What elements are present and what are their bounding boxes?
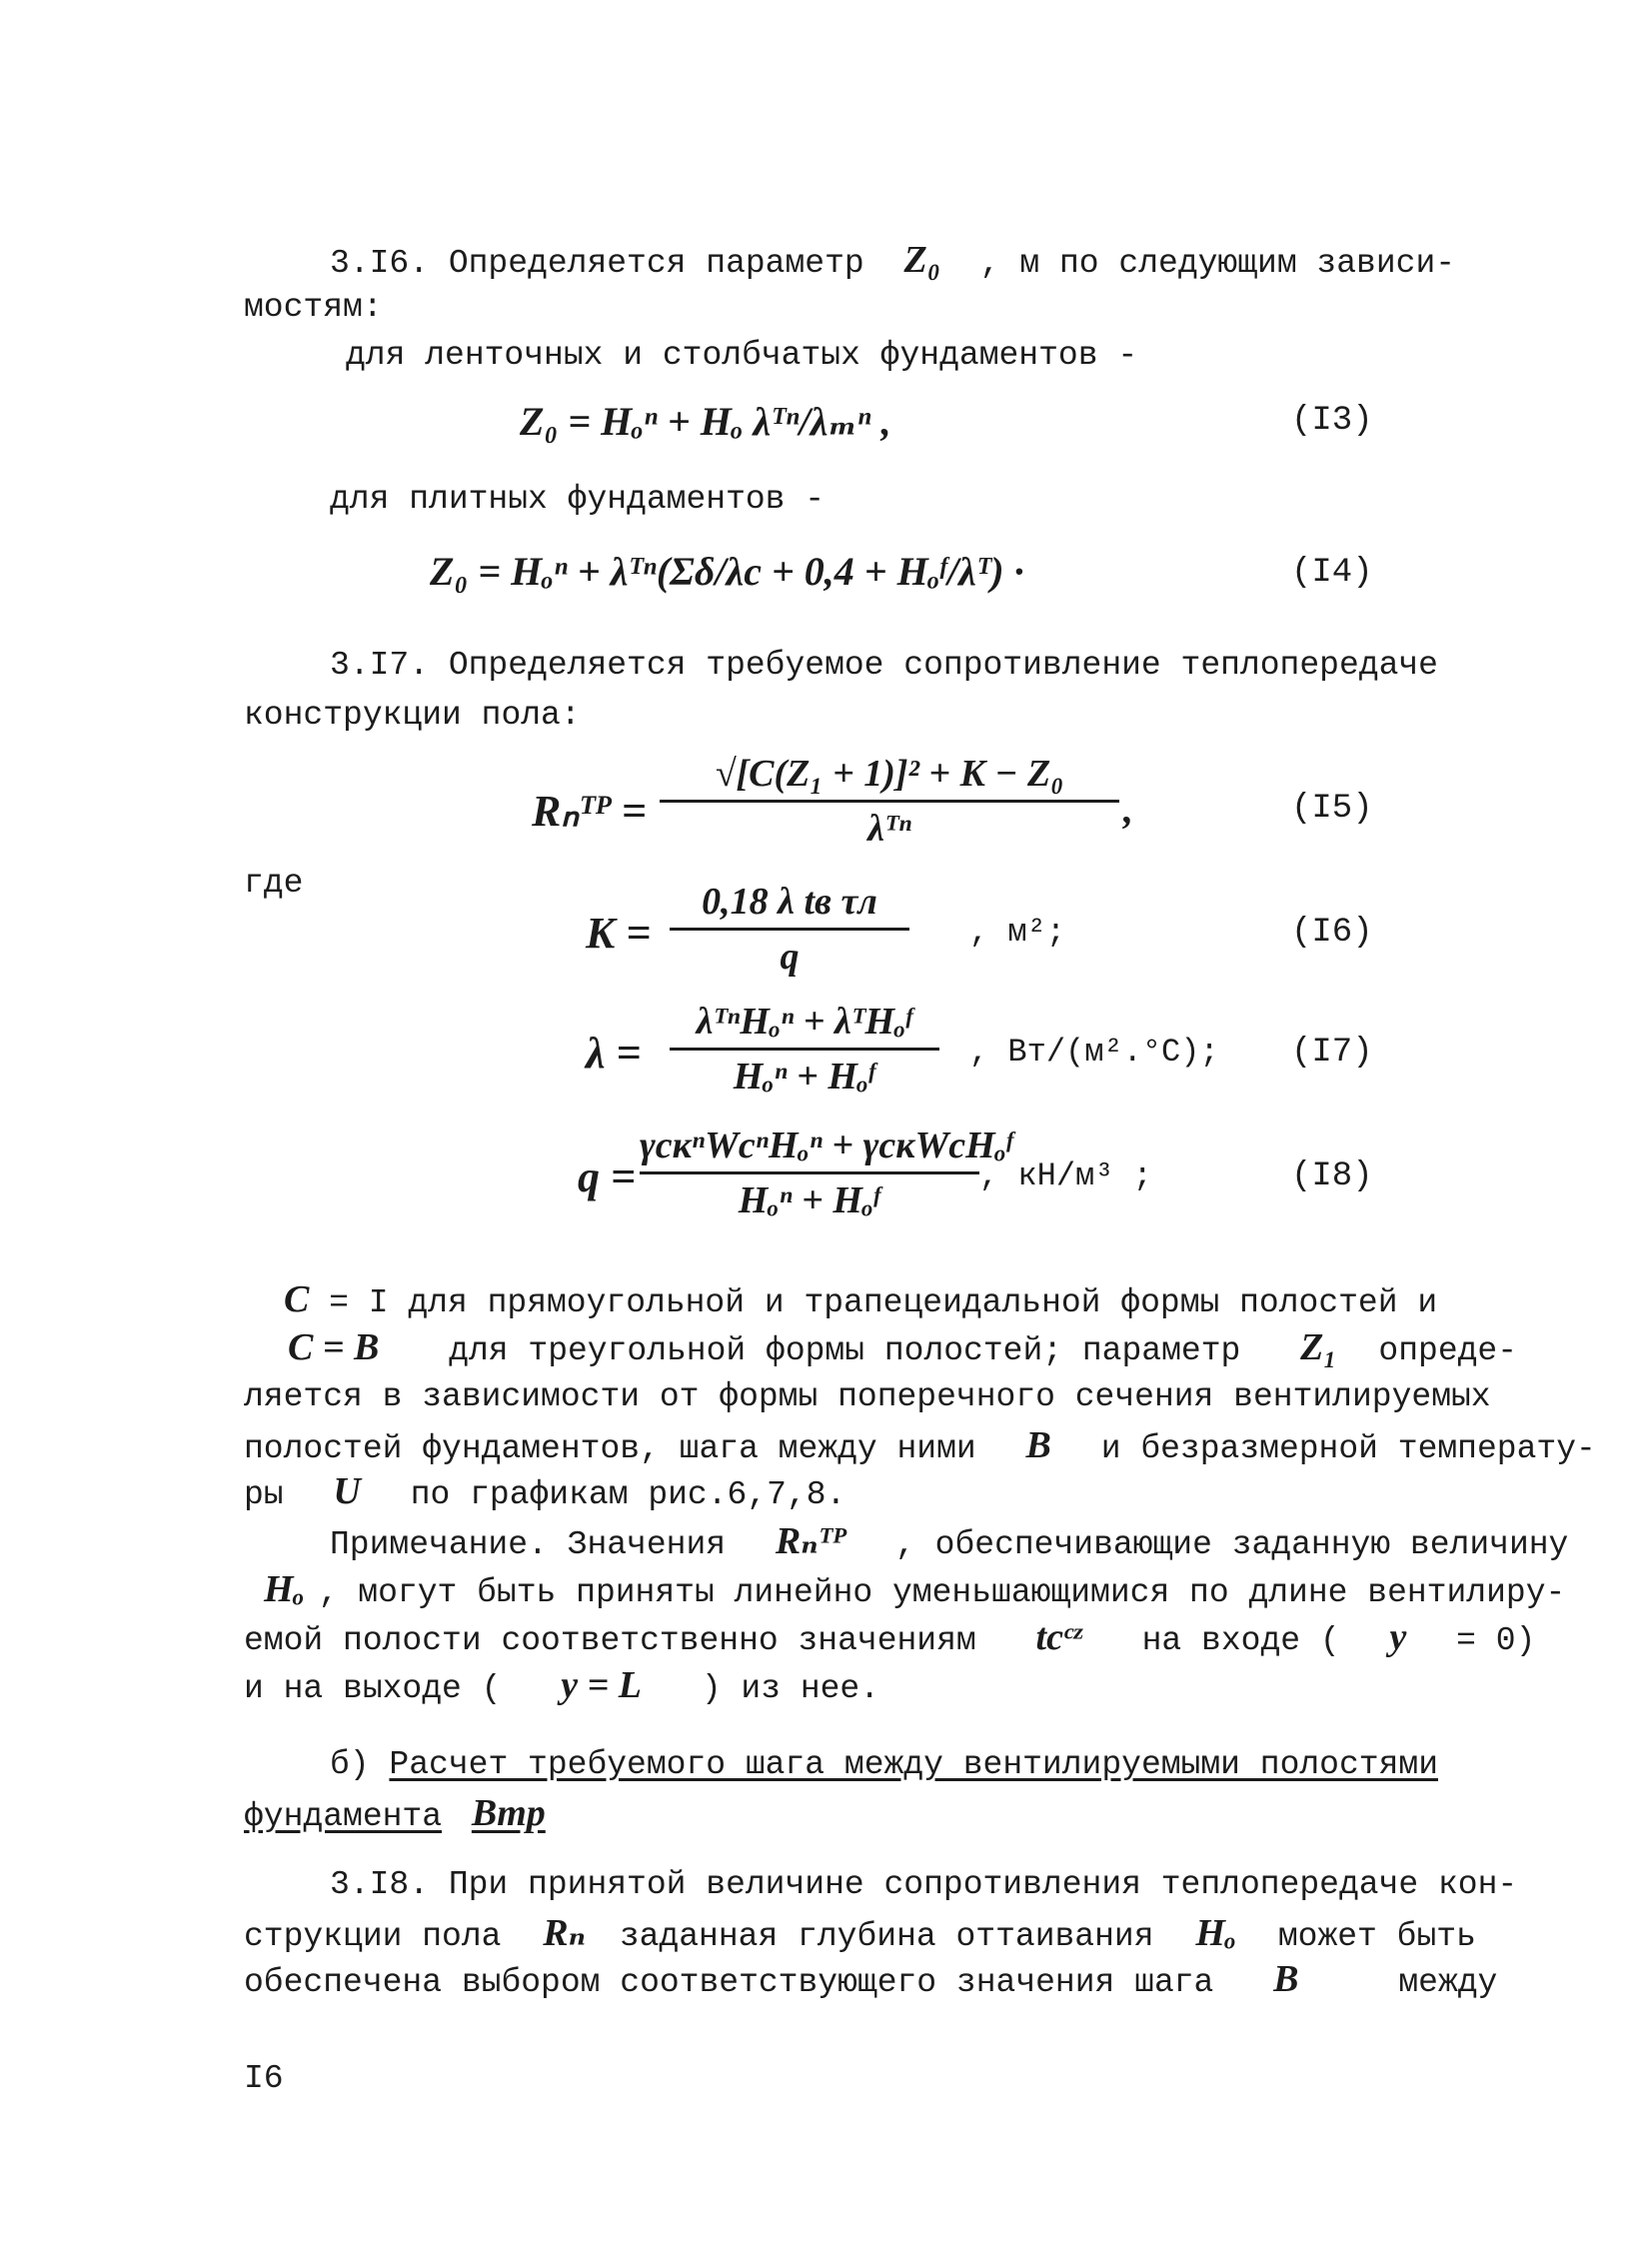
- text: обеспечена выбором соответствующего значения шага: [244, 1964, 1214, 2001]
- formula-17-lhs: λ =: [586, 1029, 642, 1078]
- p318-line1: 3.I8. При принятой величине сопротивления теплопередаче кон-: [330, 1866, 1518, 1903]
- p316-line1: [330, 240, 1455, 284]
- text: для треугольной формы полостей; параметр: [449, 1332, 1241, 1369]
- explain-line1: [284, 1279, 1437, 1323]
- fraction-bar: [670, 928, 909, 931]
- formula-15-lhs: Rₙᵀᴾ =: [532, 787, 647, 836]
- explain-line5: [244, 1471, 845, 1515]
- symbol-tc: tcᶜᶻ: [1035, 1616, 1082, 1658]
- text: ) из нее.: [701, 1670, 880, 1707]
- numerator: γскⁿWcⁿHₒⁿ + γскWcHₒᶠ: [640, 1124, 1014, 1166]
- text: ры: [244, 1476, 284, 1513]
- explain-line2: [288, 1327, 1517, 1371]
- text: опреде-: [1378, 1332, 1518, 1369]
- equation-number-15: (I5): [1291, 790, 1373, 828]
- symbol-y-eq-l: y = L: [561, 1664, 642, 1706]
- text: по графикам рис.6,7,8.: [410, 1476, 846, 1513]
- formula-18-unit: , кН/м³ ;: [979, 1157, 1152, 1194]
- underlined-text: фундамента: [244, 1798, 443, 1835]
- fraction-bar: [670, 1048, 939, 1051]
- symbol-btr: Bтр: [471, 1792, 546, 1834]
- text: емой полости соответственно значениям: [244, 1622, 976, 1659]
- note-line4: [244, 1665, 879, 1709]
- symbol-y: y: [1389, 1616, 1407, 1658]
- formula-16-fraction: [670, 880, 909, 979]
- text: , м по следующим зависи-: [979, 245, 1456, 282]
- symbol-b: B: [1273, 1958, 1299, 2000]
- p316-line4: для плитных фундаментов -: [330, 481, 826, 518]
- section-b-heading-line1: [330, 1745, 1438, 1785]
- text: , могут быть приняты линейно уменьшающимися по длине вентилиру-: [318, 1574, 1566, 1611]
- formula-14: Z₀ = Hₒⁿ + λᵀⁿ(Σδ/λc + 0,4 + Hₒᶠ/λᵀ) ·: [430, 549, 1024, 594]
- p316-line3: для ленточных и столбчатых фундаментов -: [346, 337, 1138, 374]
- text: Примечание. Значения: [330, 1526, 727, 1563]
- note-line3: [244, 1617, 1535, 1661]
- formula-15-fraction: [660, 752, 1119, 851]
- numerator: 0,18 λ tв τл: [702, 881, 877, 923]
- symbol-b: B: [1025, 1424, 1051, 1466]
- formula-16-lhs: K =: [586, 909, 652, 958]
- p317-line1: 3.I7. Определяется требуемое сопротивление теплопередаче: [330, 647, 1438, 684]
- page-number: I6: [244, 2060, 284, 2097]
- explain-line4: [244, 1425, 1596, 1469]
- formula-16-unit: , м²;: [969, 914, 1066, 951]
- text: заданная глубина оттаивания: [619, 1918, 1154, 1955]
- text: = I для прямоугольной и трапецеидальной формы полостей и: [309, 1284, 1438, 1321]
- text: б): [330, 1746, 370, 1783]
- formula-17-unit: , Вт/(м².°С);: [969, 1034, 1219, 1071]
- symbol-h0: Hₒ: [1195, 1912, 1237, 1954]
- symbol-z0: Z₀: [903, 239, 940, 281]
- p317-line2: конструкции пола:: [244, 697, 581, 734]
- p318-line3: [244, 1959, 1497, 2003]
- numerator: √[C(Z₁ + 1)]² + K − Z₀: [715, 753, 1064, 795]
- symbol-c-eq-b: C = B: [288, 1326, 380, 1368]
- equation-number-13: (I3): [1291, 402, 1373, 440]
- fraction-bar: [640, 1171, 979, 1174]
- symbol-rn-tr: Rₙᵀᴾ: [775, 1520, 846, 1562]
- text: струкции пола: [244, 1918, 502, 1955]
- fraction-bar: [660, 800, 1119, 803]
- equation-number-18: (I8): [1291, 1157, 1373, 1195]
- equation-number-17: (I7): [1291, 1034, 1373, 1072]
- text: между: [1398, 1964, 1498, 2001]
- equation-number-16: (I6): [1291, 914, 1373, 952]
- text: , обеспечивающие заданную величину: [895, 1526, 1569, 1563]
- note-line1: [330, 1521, 1568, 1565]
- text: и безразмерной температу-: [1100, 1430, 1596, 1467]
- text: на входе (: [1141, 1622, 1340, 1659]
- formula-17-fraction: [670, 1000, 939, 1099]
- denominator: Hₒⁿ + Hₒᶠ: [738, 1179, 881, 1221]
- explain-line3: ляется в зависимости от формы поперечного сечения вентилируемых: [244, 1378, 1491, 1415]
- formula-13: Z₀ = Hₒⁿ + Hₒ λᵀⁿ/λₘⁿ ,: [520, 399, 891, 444]
- section-b-heading-line2: [244, 1793, 546, 1837]
- equation-number-14: (I4): [1291, 554, 1373, 592]
- text: полостей фундаментов, шага между ними: [244, 1430, 976, 1467]
- note-line2: [264, 1569, 1565, 1613]
- text: 3.I6. Определяется параметр: [330, 245, 864, 282]
- text: может быть: [1277, 1918, 1476, 1955]
- symbol-z1: Z₁: [1300, 1326, 1337, 1368]
- symbol-u: U: [333, 1470, 361, 1512]
- denominator: Hₒⁿ + Hₒᶠ: [733, 1056, 876, 1098]
- denominator: λᵀⁿ: [867, 808, 911, 850]
- p316-line2: мостям:: [244, 289, 383, 326]
- formula-18-lhs: q =: [578, 1152, 637, 1201]
- text: = 0): [1456, 1622, 1536, 1659]
- formula-18-fraction: [640, 1123, 1014, 1222]
- formula-15-tail: ,: [1123, 787, 1133, 832]
- denominator: q: [780, 936, 800, 978]
- where-label: где: [244, 865, 304, 902]
- text: и на выходе (: [244, 1670, 502, 1707]
- numerator: λᵀⁿHₒⁿ + λᵀHₒᶠ: [696, 1001, 913, 1043]
- underlined-text: Расчет требуемого шага между вентилируемыми полостями: [389, 1746, 1438, 1783]
- symbol-c: C: [284, 1278, 310, 1320]
- p318-line2: [244, 1913, 1476, 1957]
- symbol-rn: Rₙ: [543, 1912, 587, 1954]
- symbol-h0: Hₒ: [264, 1568, 305, 1610]
